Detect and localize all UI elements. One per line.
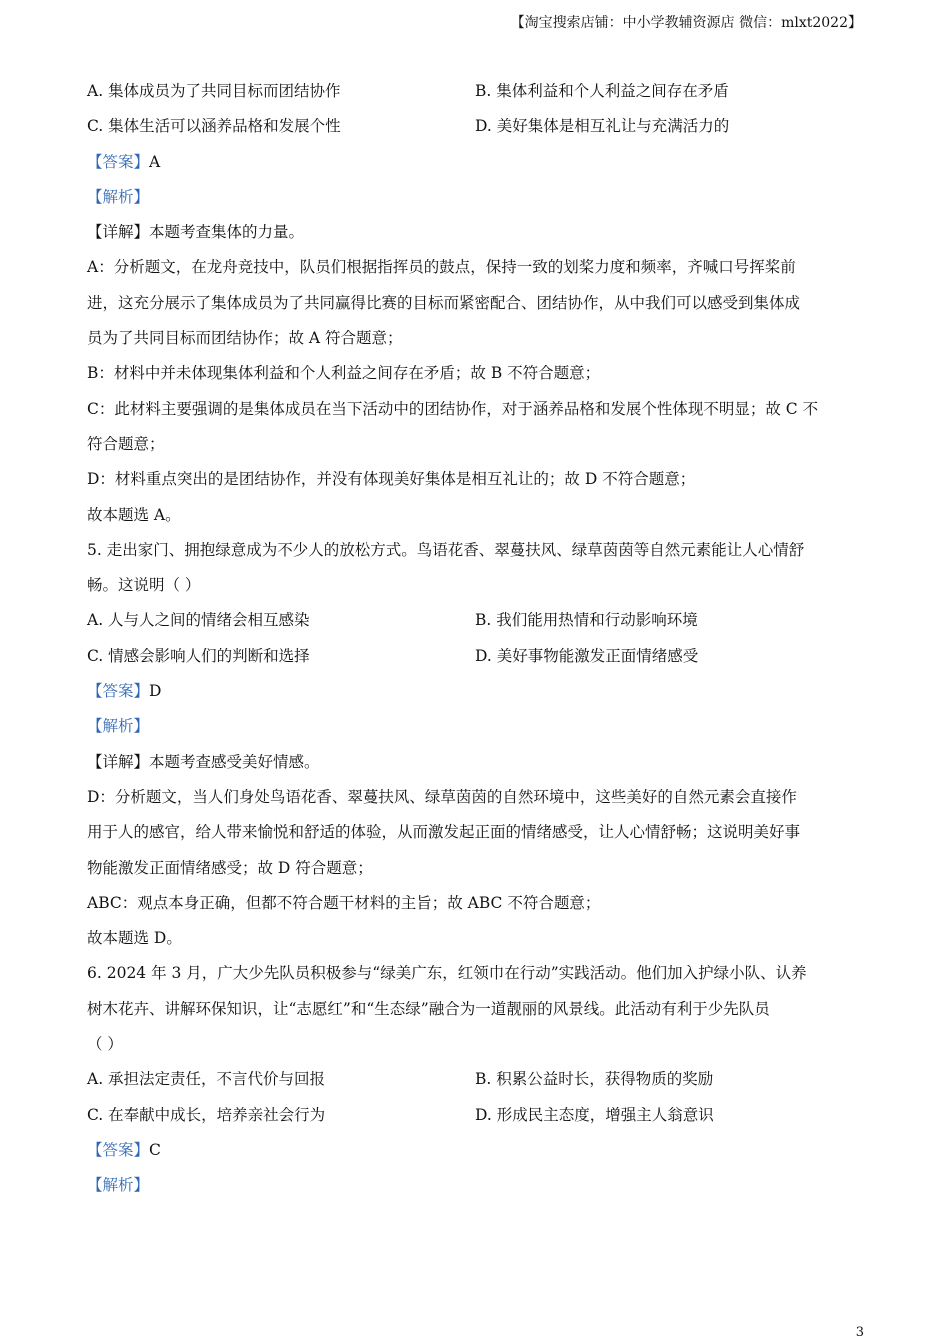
q6-option-d: D. 形成民主态度，增强主人翁意识 [475,1105,714,1124]
q4-explanation-line: C：此材料主要强调的是集体成员在当下活动中的团结协作，对于涵养品格和发展个性体现不明显；故 C 不 [87,399,819,418]
q5-detail-text: 本题考查感受美好情感。 [149,752,320,771]
q4-options-row-1 [87,74,867,109]
q5-explanation-line: D：分析题文，当人们身处鸟语花香、翠蔓扶风、绿草茵茵的自然环境中，这些美好的自然元素会直接作 [87,787,797,806]
q5-analysis-label: 【解析】 [87,717,150,736]
q5-option-b: B. 我们能用热情和行动影响环境 [475,611,698,630]
q5-options-row-2 [87,639,867,674]
page-number: 3 [855,1325,864,1340]
q4-explanation-line: 符合题意； [87,434,165,453]
q5-detail-label: 【详解】 [87,752,150,771]
q5-explanation-line: 用于人的感官，给人带来愉悦和舒适的体验，从而激发起正面的情绪感受，让人心情舒畅；这说明美好事 [87,823,801,842]
q5-answer-label: 【答案】 [87,682,150,701]
q4-answer-value: A [149,152,161,171]
q4-option-a: A. 集体成员为了共同目标而团结协作 [87,82,341,100]
q4-answer [87,145,867,180]
q5-option-a: A. 人与人之间的情绪会相互感染 [87,611,310,630]
q4-option-d: D. 美好集体是相互礼让与充满活力的 [475,117,730,136]
q6-option-a: A. 承担法定责任，不言代价与回报 [87,1070,326,1089]
q5-option-d: D. 美好事物能激发正面情绪感受 [475,646,699,665]
q5-stem-line: 畅。这说明（ ） [87,576,201,595]
q5-explanation-line: ABC：观点本身正确，但都不符合题干材料的主旨；故 ABC 不符合题意； [87,893,601,912]
q4-explanation-line: 员为了共同目标而团结协作；故 A 符合题意； [87,329,403,348]
q4-explanation-line: A：分析题文，在龙舟竞技中，队员们根据指挥员的鼓点，保持一致的划桨力度和频率，齐喊口号挥桨前 [87,258,796,277]
q6-options-row-1 [87,1062,867,1097]
q6-options-row-2 [87,1098,867,1133]
q6-stem-line: 树木花卉、讲解环保知识，让“志愿红”和“生态绿”融合为一道靓丽的风景线。此活动有利于少先队员 [87,999,770,1018]
q6-answer-value: C [149,1140,161,1159]
q5-detail [87,745,867,780]
q5-answer [87,674,867,709]
q4-analysis-label: 【解析】 [87,187,150,206]
q5-answer-value: D [149,682,162,701]
q5-conclusion: 故本题选 D。 [87,929,182,948]
q4-answer-label: 【答案】 [87,152,150,171]
q4-detail-label: 【详解】 [87,223,150,242]
q6-option-b: B. 积累公益时长，获得物质的奖励 [475,1070,714,1089]
q5-options-row-1 [87,603,867,638]
q4-option-b: B. 集体利益和个人利益之间存在矛盾 [475,82,729,100]
q5-explanation-line: 物能激发正面情绪感受；故 D 符合题意； [87,858,373,877]
q4-option-c: C. 集体生活可以涵养品格和发展个性 [87,117,341,136]
q4-detail-text: 本题考查集体的力量。 [149,223,305,242]
q4-explanation-line: D：材料重点突出的是团结协作，并没有体现美好集体是相互礼让的；故 D 不符合题意； [87,470,696,489]
q6-answer [87,1133,867,1168]
q5-stem-line: 5. 走出家门、拥抱绿意成为不少人的放松方式。鸟语花香、翠蔓扶风、绿草茵茵等自然元素能让人心情舒 [87,540,805,559]
q4-options-row-2 [87,109,867,144]
q4-explanation-line: B：材料中并未体现集体利益和个人利益之间存在矛盾；故 B 不符合题意； [87,364,601,383]
q6-stem-line: 6. 2024 年 3 月，广大少先队员积极参与“绿美广东，红领巾在行动”实践活动。他们加入护绿小队、认养 [87,964,807,983]
q5-option-c: C. 情感会影响人们的判断和选择 [87,646,310,665]
q6-answer-label: 【答案】 [87,1140,150,1159]
q6-stem-line: （ ） [87,1035,123,1054]
q4-conclusion: 故本题选 A。 [87,505,181,524]
q6-analysis-label: 【解析】 [87,1176,150,1195]
q4-detail [87,215,867,250]
q6-option-c: C. 在奉献中成长，培养亲社会行为 [87,1105,326,1124]
q4-explanation-line: 进，这充分展示了集体成员为了共同赢得比赛的目标而紧密配合、团结协作，从中我们可以感受到集体成 [87,293,801,312]
document-body [87,74,867,1204]
page-header: 【淘宝搜索店铺：中小学教辅资源店 微信：mlxt2022】 [510,15,862,31]
